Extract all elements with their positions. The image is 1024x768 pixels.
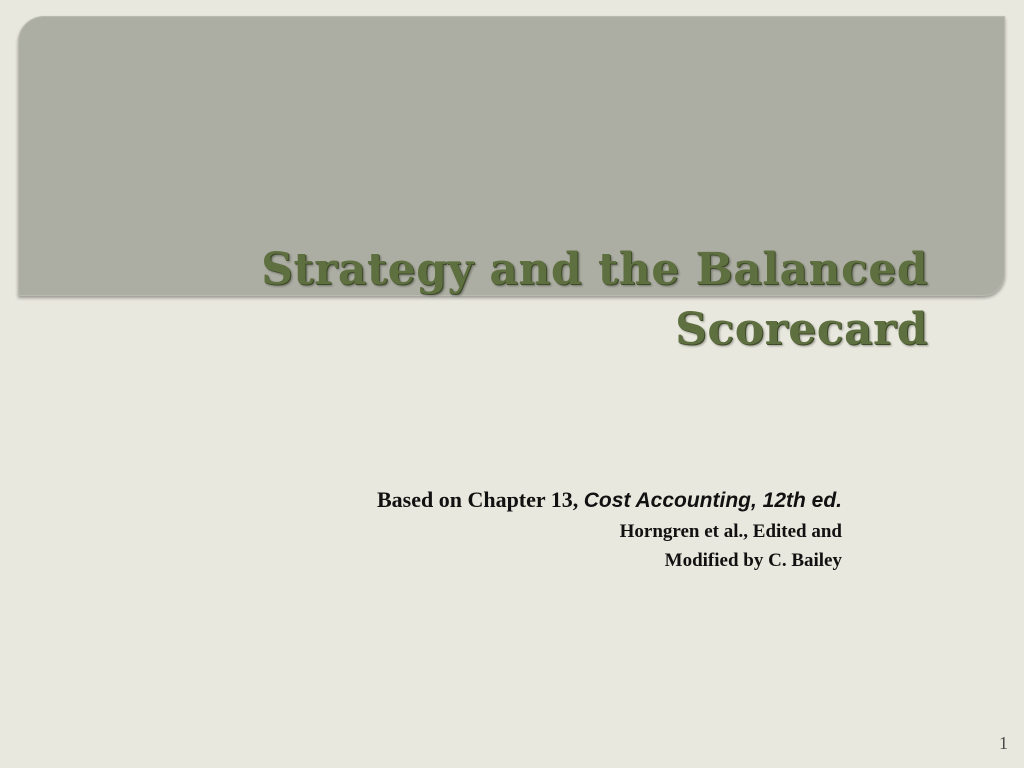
subtitle-book-title: Cost Accounting, 12th ed. xyxy=(583,489,842,512)
slide-title xyxy=(108,240,928,360)
subtitle-line3: Modified by C. Bailey xyxy=(664,550,842,571)
subtitle-line2: Horngren et al., Edited and xyxy=(619,521,842,542)
subtitle-chapter-ref: Based on Chapter 13, xyxy=(376,487,584,512)
subtitle-line1 xyxy=(142,484,842,517)
slide-subtitle xyxy=(142,484,842,575)
slide-title-line1: Strategy and the Balanced xyxy=(261,244,928,295)
slide-title-line2: Scorecard xyxy=(675,304,928,355)
page-number: 1 xyxy=(999,733,1008,753)
